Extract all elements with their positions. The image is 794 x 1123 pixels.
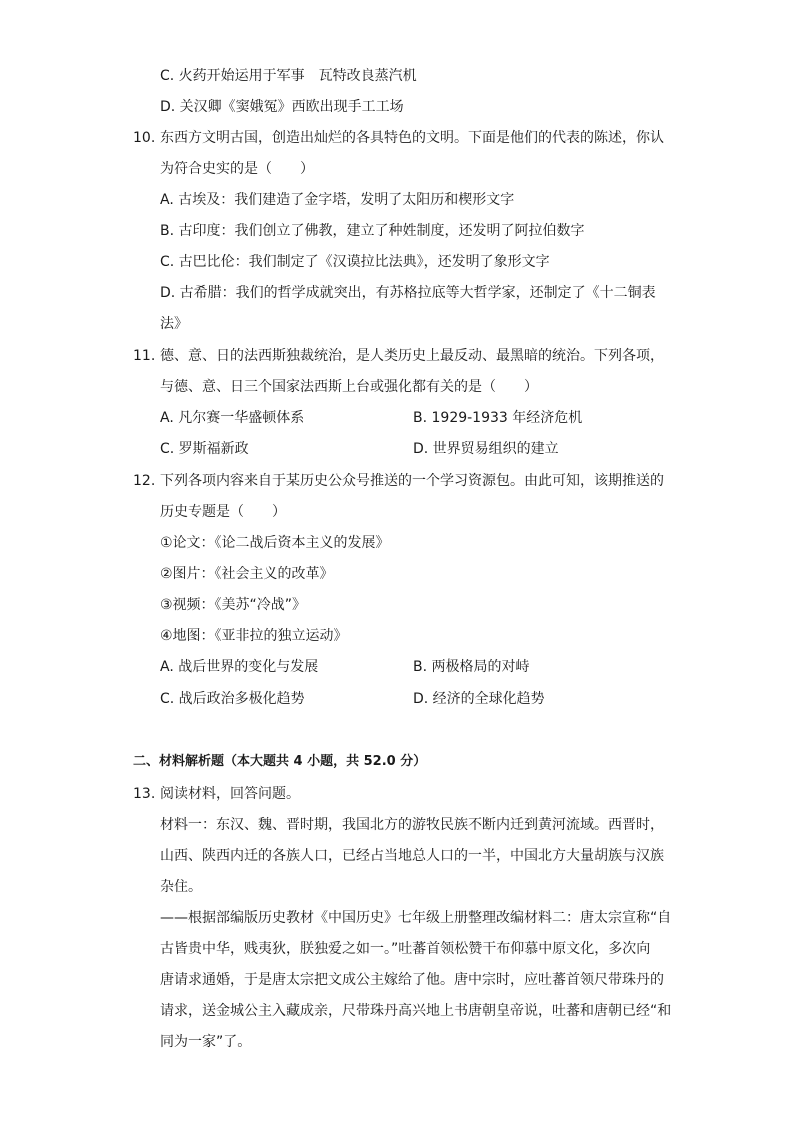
q13-number: 13. <box>133 786 156 802</box>
q10-option-d-line1: D. 古希腊：我们的哲学成就突出，有苏格拉底等大哲学家，还制定了《十二铜表 <box>160 285 656 301</box>
q11-stem-line1: 德、意、日的法西斯独裁统治，是人类历史上最反动、最黑暗的统治。下列各项， <box>160 348 664 364</box>
q11-option-b: B. 1929-1933 年经济危机 <box>413 410 583 426</box>
q12-item-1: ①论文：《论二战后资本主义的发展》 <box>160 535 390 551</box>
q10-option-d-line2: 法》 <box>160 316 188 332</box>
q11-option-d: D. 世界贸易组织的建立 <box>413 441 559 457</box>
q13-material2-line4: 请求，送金城公主入藏成亲，尺带珠丹高兴地上书唐朝皇帝说，吐蕃和唐朝已经“和 <box>160 1003 672 1019</box>
q11-number: 11. <box>133 348 156 364</box>
q11-option-a: A. 凡尔赛一华盛顿体系 <box>160 410 305 426</box>
q9-option-d: D. 关汉卿《窦娥冤》西欧出现手工工场 <box>160 99 404 115</box>
q13-stem: 阅读材料，回答问题。 <box>160 786 300 802</box>
q13-material1-line3: 杂住。 <box>160 879 202 895</box>
section-2-heading: 二、材料解析题（本大题共 4 小题，共 52.0 分） <box>133 754 427 769</box>
q10-option-b: B. 古印度：我们创立了佛教，建立了种姓制度，还发明了阿拉伯数字 <box>160 223 585 239</box>
q12-number: 12. <box>133 473 156 489</box>
q12-stem-line1: 下列各项内容来自于某历史公众号推送的一个学习资源包。由此可知，该期推送的 <box>160 473 664 489</box>
q10-option-c: C. 古巴比伦：我们制定了《汉谟拉比法典》，还发明了象形文字 <box>160 254 550 270</box>
q12-option-b: B. 两极格局的对峙 <box>413 659 530 675</box>
q13-material2-line5: 同为一家”了。 <box>160 1034 252 1050</box>
q13-material1-line1: 材料一：东汉、魏、晋时期，我国北方的游牧民族不断内迁到黄河流域。西晋时， <box>160 817 664 833</box>
q13-material2-line1: ——根据部编版历史教材《中国历史》七年级上册整理改编材料二：唐太宗宣称“自 <box>160 910 672 926</box>
q12-item-2: ②图片：《社会主义的改革》 <box>160 566 334 582</box>
q12-option-c: C. 战后政治多极化趋势 <box>160 691 305 707</box>
q13-material1-line2: 山西、陕西内迁的各族人口，已经占当地总人口的一半，中国北方大量胡族与汉族 <box>160 848 664 864</box>
q12-option-d: D. 经济的全球化趋势 <box>413 691 545 707</box>
q12-option-a: A. 战后世界的变化与发展 <box>160 659 319 675</box>
q12-item-3: ③视频：《美苏“冷战”》 <box>160 597 307 613</box>
q11-stem-line2: 与德、意、日三个国家法西斯上台或强化都有关的是（ ） <box>160 379 538 395</box>
q12-item-4: ④地图：《亚非拉的独立运动》 <box>160 628 348 644</box>
q13-material2-line2: 古皆贵中华，贱夷狄，朕独爱之如一。”吐蕃首领松赞干布仰慕中原文化，多次向 <box>160 941 651 957</box>
q12-stem-line2: 历史专题是（ ） <box>160 504 286 520</box>
q10-stem-line1: 东西方文明古国，创造出灿烂的各具特色的文明。下面是他们的代表的陈述，你认 <box>160 130 664 146</box>
q9-option-c: C. 火药开始运用于军事 瓦特改良蒸汽机 <box>160 68 417 84</box>
q10-stem-line2: 为符合史实的是（ ） <box>160 161 314 177</box>
q10-number: 10. <box>133 130 156 146</box>
q11-option-c: C. 罗斯福新政 <box>160 441 249 457</box>
q10-option-a: A. 古埃及：我们建造了金字塔，发明了太阳历和楔形文字 <box>160 192 515 208</box>
q13-material2-line3: 唐请求通婚，于是唐太宗把文成公主嫁给了他。唐中宗时，应吐蕃首领尺带珠丹的 <box>160 972 664 988</box>
